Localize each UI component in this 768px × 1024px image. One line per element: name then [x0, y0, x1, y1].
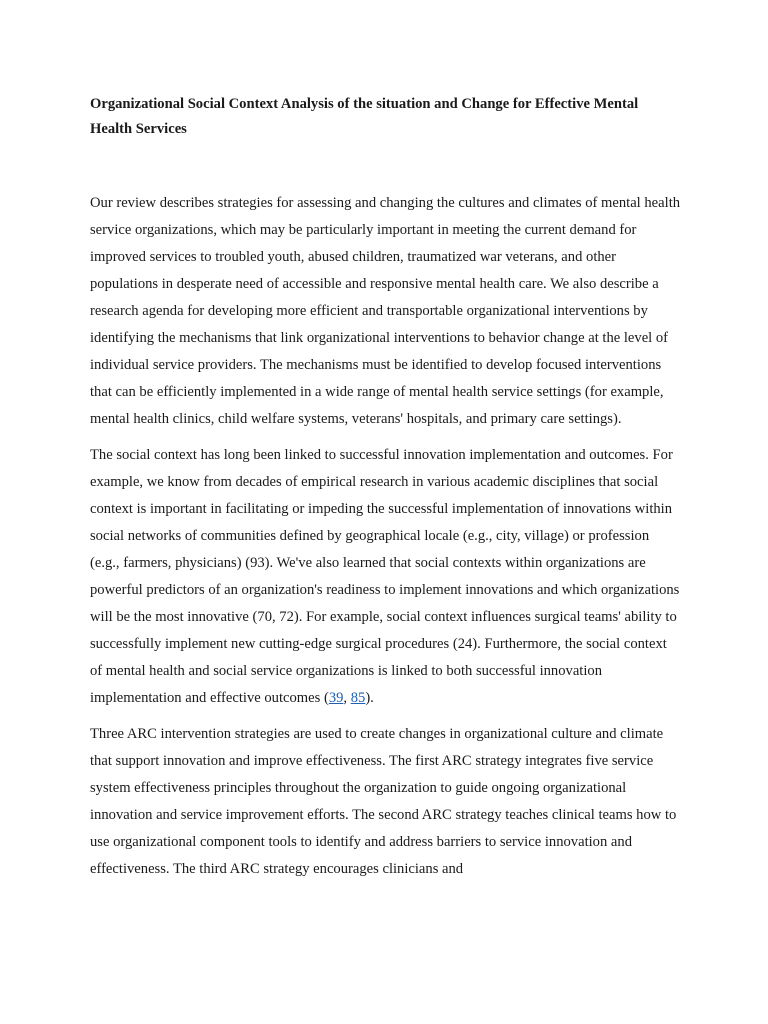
citation-link-39[interactable]: 39 [328, 690, 344, 706]
citation-close: ). [365, 690, 374, 706]
citation-link-85[interactable]: 85 [350, 690, 366, 706]
paragraph-social-context [90, 442, 682, 712]
paragraph-review-summary: Our review describes strategies for assessing and changing the cultures and climates of mental health service organizations, which may be particularly important in meeting the current demand for improved services to troubled youth, abused children, traumatized war veterans, and other populations in desperate need of accessible and responsive mental health care. We also describe a research agenda for developing more efficient and transportable organizational interventions by identifying the mechanisms that link organizational interventions to behavior change at the level of individual service providers. The mechanisms must be identified to develop focused interventions that can be efficiently implemented in a wide range of mental health service settings (for example, mental health clinics, child welfare systems, veterans' hospitals, and primary care settings). [90, 195, 681, 427]
paragraph-social-context-text: The social context has long been linked to successful innovation implementation and outcomes. For example, we know from decades of empirical research in various academic disciplines that social context is important in facilitating or impeding the successful implementation of innovations within social networks of communities defined by geographical locale (e.g., city, village) or profession (e.g., farmers, physicians) (93). We've also learned that social contexts within organizations are powerful predictors of an organization's readiness to implement innovations and which organizations will be the most innovative (70, 72). For example, social context influences surgical teams' ability to successfully implement new cutting-edge surgical procedures (24). Furthermore, the social context of mental health and social service organizations is linked to both successful innovation implementation and effective outcomes ( [90, 447, 680, 706]
document-page [90, 92, 682, 892]
document-title: Organizational Social Context Analysis of the situation and Change for Effective Mental Health Services [90, 96, 639, 137]
citation-separator: , [343, 690, 351, 706]
paragraph-arc-strategies: Three ARC intervention strategies are used to create changes in organizational culture and climate that support innovation and improve effectiveness. The first ARC strategy integrates five service system effectiveness principles throughout the organization to guide ongoing organizational innovation and service improvement efforts. The second ARC strategy teaches clinical teams how to use organizational component tools to identify and address barriers to service innovation and effectiveness. The third ARC strategy encourages clinicians and [90, 726, 677, 877]
